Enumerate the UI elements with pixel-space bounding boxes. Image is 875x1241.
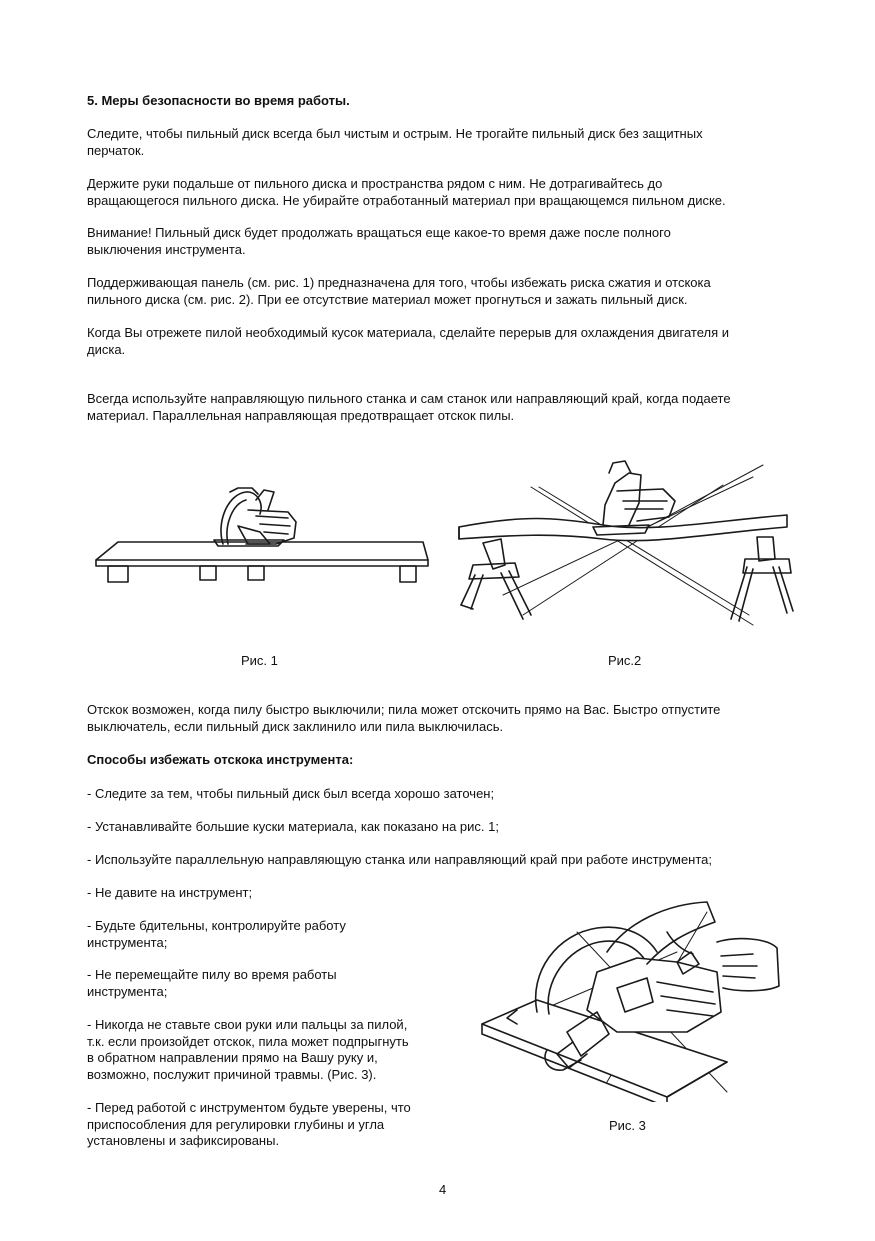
paragraph-attention: Внимание! Пильный диск будет продолжать вращаться еще какое-то время даже после полного выключения инструмента.: [87, 225, 671, 257]
paragraph-guide: Всегда используйте направляющую пильного станка и сам станок или направляющий край, когда подаете материал. Параллельная направляющая предотвращает отскок пилы.: [87, 391, 731, 423]
list-item: - Не давите на инструмент;: [87, 885, 253, 900]
list-item: - Будьте бдительны, контролируйте работу инструмента;: [87, 918, 346, 950]
figure-3-illustration: [477, 892, 792, 1102]
figure-2-illustration: [453, 455, 798, 630]
list-item: - Следите за тем, чтобы пильный диск был всегда хорошо заточен;: [87, 786, 495, 801]
paragraph-clean-blade: Следите, чтобы пильный диск всегда был чистым и острым. Не трогайте пильный диск без защитных перчаток.: [87, 126, 703, 158]
figure-3-caption: Рис. 3: [609, 1118, 646, 1133]
list-item: - Используйте параллельную направляющую станка или направляющий край при работе инструмента;: [87, 852, 713, 867]
paragraph-support-panel: Поддерживающая панель (см. рис. 1) предназначена для того, чтобы избежать риска сжатия и отскока пильного диска (см. рис. 2). При ее отсутствие материал может прогнуться и зажать пильный диск.: [87, 275, 711, 307]
paragraph-break: Когда Вы отрежете пилой необходимый кусок материала, сделайте перерыв для охлаждения двигателя и диска.: [87, 325, 730, 357]
list-item: - Перед работой с инструментом будьте уверены, что приспособления для регулировки глубины и угла установлены и зафиксированы.: [87, 1100, 411, 1148]
figure-1-illustration: [88, 482, 433, 587]
section-heading: 5. Меры безопасности во время работы.: [87, 93, 350, 108]
list-item: - Устанавливайте большие куски материала, как показано на рис. 1;: [87, 819, 499, 834]
list-item: - Никогда не ставьте свои руки или пальцы за пилой, т.к. если произойдет отскок, пила может подпрыгнуть в обратном направлении прямо на Вашу руку и, возможно, послужит причиной травмы. (Рис. 3).: [87, 1017, 409, 1082]
figure-2-caption: Рис.2: [608, 653, 642, 668]
list-item: - Не перемещайте пилу во время работы инструмента;: [87, 967, 337, 999]
paragraph-hands-away: Держите руки подальше от пильного диска и пространства рядом с ним. Не дотрагивайтесь до вращающегося пильного диска. Не убирайте отработанный материал при вращающемся пильном диске.: [87, 176, 726, 208]
page-number: 4: [439, 1182, 447, 1197]
kickback-heading: Способы избежать отскока инструмента:: [87, 752, 354, 767]
paragraph-kickback: Отскок возможен, когда пилу быстро выключили; пила может отскочить прямо на Вас. Быстро отпустите выключатель, если пильный диск заклинило или пила выключилась.: [87, 702, 721, 734]
figure-1-caption: Рис. 1: [241, 653, 278, 668]
